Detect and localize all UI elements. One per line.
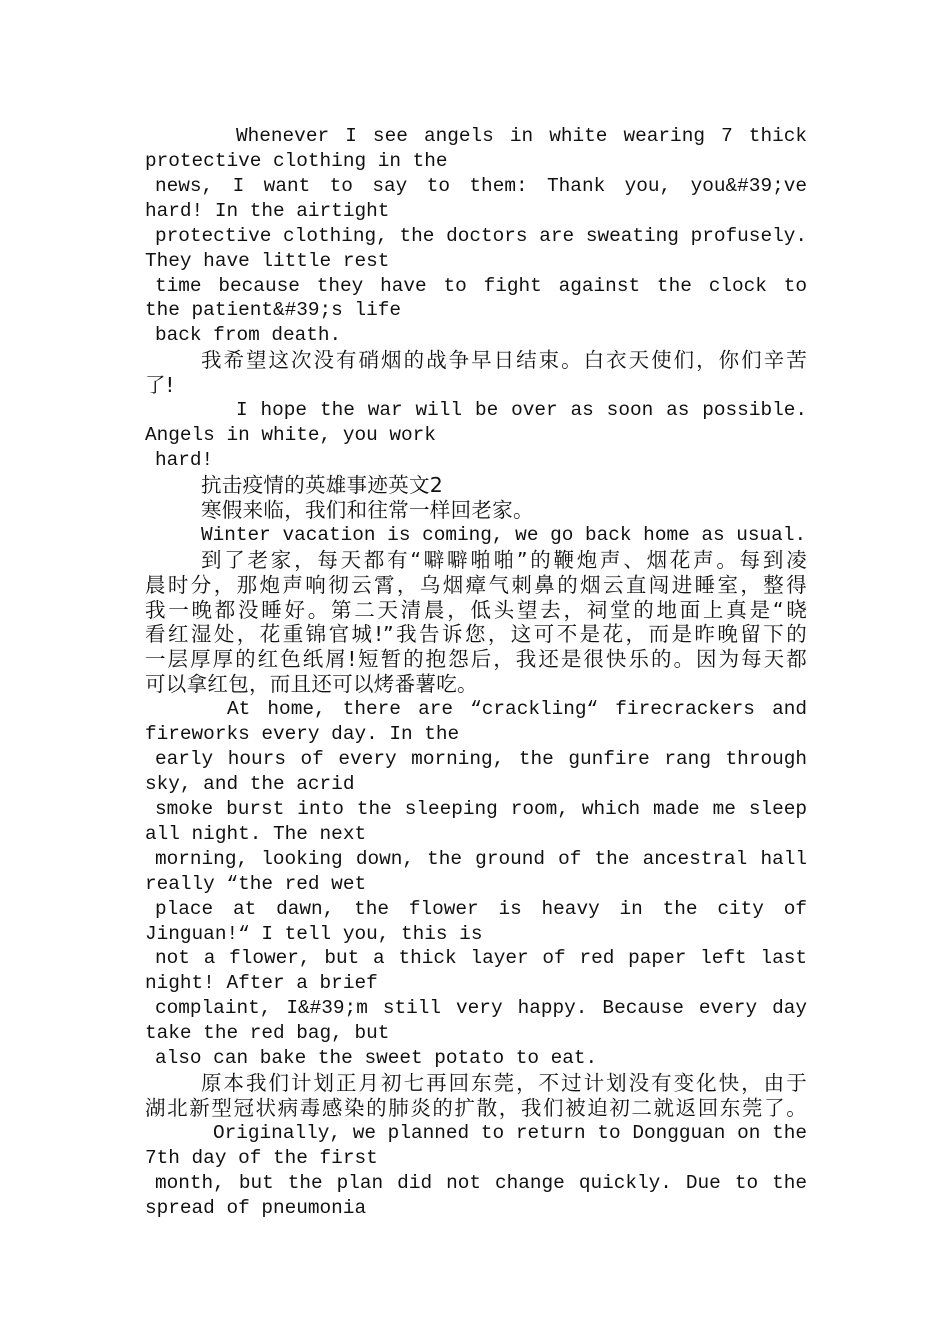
text-line: At home, there are “crackling“ firecrackers and: [227, 698, 807, 721]
text-line: not a flower, but a thick layer of red paper left last: [155, 947, 807, 970]
text-line: 我一晚都没睡好。第二天清晨，低头望去，祠堂的地面上真是“晓: [145, 597, 807, 622]
text-line: news, I want to say to them: Thank you, you&#39;ve: [155, 174, 807, 197]
text-line: protective clothing in the: [145, 149, 448, 172]
text-line: 看红湿处，花重锦官城!”我告诉您，这可不是花，而是昨晚留下的: [145, 622, 807, 647]
text-line: spread of pneumonia: [145, 1196, 367, 1219]
document-body: [145, 124, 807, 1221]
text-line: take the red bag, but: [145, 1022, 390, 1045]
text-line: really “the red wet: [145, 872, 367, 895]
text-line: Winter vacation is coming, we go back home as usual.: [201, 523, 807, 546]
section-heading: 抗击疫情的英雄事迹英文2: [201, 472, 444, 497]
text-line: 可以拿红包，而且还可以烤番薯吃。: [145, 672, 478, 697]
text-line: all night. The next: [145, 822, 367, 845]
text-line: Angels in white, you work: [145, 424, 436, 447]
text-line: 寒假来临，我们和往常一样回老家。: [201, 497, 534, 522]
text-line: I hope the war will be over as soon as possible.: [236, 399, 807, 422]
text-line: early hours of every morning, the gunfire rang through: [155, 748, 807, 771]
text-line: night! After a brief: [145, 972, 378, 995]
text-line: 7th day of the first: [145, 1146, 378, 1169]
text-line: hard!: [155, 448, 214, 471]
text-line: 一层厚厚的红色纸屑!短暂的抱怨后，我还是很快乐的。因为每天都: [145, 647, 807, 672]
text-line: 晨时分，那炮声响彻云霄，乌烟瘴气刺鼻的烟云直闯进睡室，整得: [145, 572, 807, 597]
text-line: time because they have to fight against the clock to: [155, 274, 807, 297]
text-line: 湖北新型冠状病毒感染的肺炎的扩散，我们被迫初二就返回东莞了。: [145, 1095, 807, 1120]
text-line: back from death.: [155, 324, 342, 347]
text-line: They have little rest: [145, 249, 390, 272]
text-line: 了!: [145, 373, 175, 398]
text-line: Whenever I see angels in white wearing 7 thick: [236, 125, 807, 147]
text-line: Originally, we planned to return to Dongguan on the: [213, 1121, 807, 1144]
text-line: hard! In the airtight: [145, 199, 390, 222]
text-line: smoke burst into the sleeping room, which made me sleep: [155, 797, 807, 820]
text-line: Jinguan!“ I tell you, this is: [145, 922, 483, 945]
text-line: 到了老家，每天都有“噼噼啪啪”的鞭炮声、烟花声。每到凌: [201, 547, 807, 572]
text-line: 我希望这次没有硝烟的战争早日结束。白衣天使们，你们辛苦: [201, 348, 807, 373]
text-line: morning, looking down, the ground of the ancestral hall: [155, 847, 807, 870]
text-line: 原本我们计划正月初七再回东莞，不过计划没有变化快，由于: [201, 1071, 807, 1096]
text-line: fireworks every day. In the: [145, 723, 460, 746]
text-line: complaint, I&#39;m still very happy. Because every day: [155, 997, 807, 1020]
text-line: sky, and the acrid: [145, 772, 355, 795]
text-line: protective clothing, the doctors are sweating profusely.: [155, 224, 807, 247]
text-line: place at dawn, the flower is heavy in the city of: [155, 897, 807, 920]
text-line: also can bake the sweet potato to eat.: [155, 1047, 598, 1070]
text-line: month, but the plan did not change quickly. Due to the: [155, 1171, 807, 1194]
text-line: the patient&#39;s life: [145, 299, 401, 322]
